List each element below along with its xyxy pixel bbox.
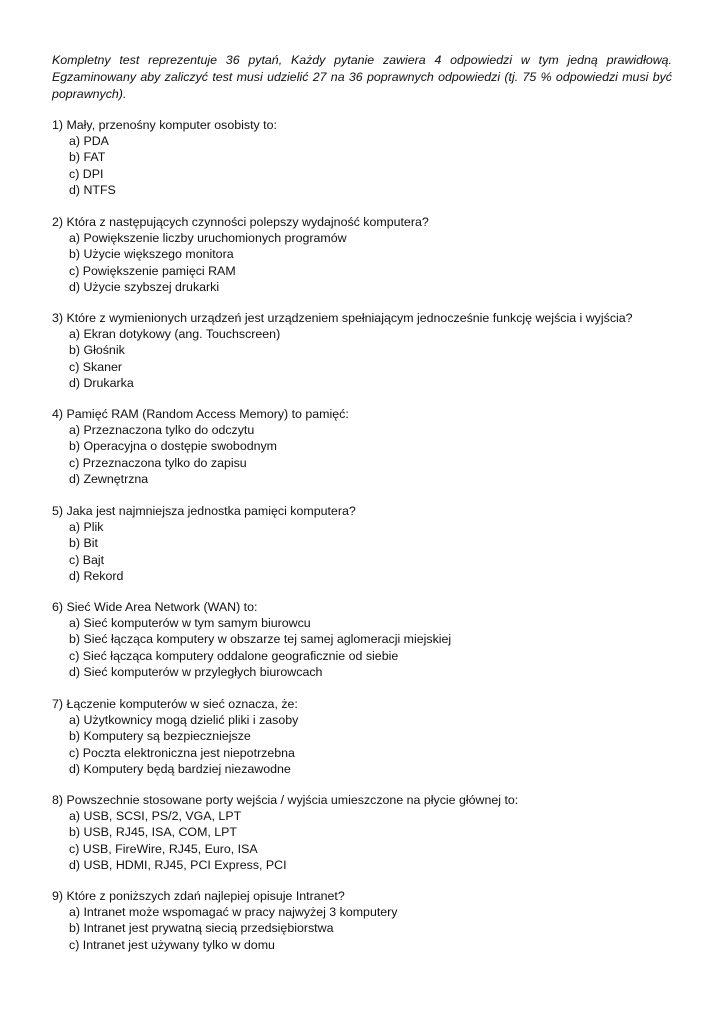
answer-option: d) Użycie szybszej drukarki xyxy=(69,279,220,294)
answer-option: d) Drukarka xyxy=(69,375,134,390)
answer-option: d) Rekord xyxy=(69,568,124,583)
answer-option: c) Bajt xyxy=(69,552,105,567)
question-text: 8) Powszechnie stosowane porty wejścia / wyjścia umieszczone na płycie głównej to: xyxy=(52,793,519,807)
question-text: 3) Które z wymienionych urządzeń jest urządzeniem spełniającym jednocześnie funkcję wejścia i wyjścia? xyxy=(52,311,633,325)
answer-list xyxy=(52,133,692,198)
answer-option: d) Sieć komputerów w przyległych biurowcach xyxy=(69,664,323,679)
question-text: 1) Mały, przenośny komputer osobisty to: xyxy=(52,118,277,132)
answer-option: c) Przeznaczona tylko do zapisu xyxy=(69,455,247,470)
answer-option: d) NTFS xyxy=(69,182,116,197)
question-7 xyxy=(52,696,692,777)
answer-option: a) Powiększenie liczby uruchomionych programów xyxy=(69,231,347,246)
question-8 xyxy=(52,792,692,873)
answer-option: a) Przeznaczona tylko do odczytu xyxy=(69,423,255,438)
answer-list xyxy=(52,615,692,680)
question-2 xyxy=(52,214,692,295)
answer-list xyxy=(52,904,692,953)
answer-option: b) Operacyjna o dostępie swobodnym xyxy=(69,439,278,454)
answer-option: b) Sieć łącząca komputery w obszarze tej samej aglomeracji miejskiej xyxy=(69,632,452,647)
question-text: 9) Które z poniższych zdań najlepiej opisuje Intranet? xyxy=(52,889,345,903)
question-3 xyxy=(52,310,692,391)
question-4 xyxy=(52,406,692,487)
answer-option: d) Zewnętrzna xyxy=(69,471,149,486)
question-text: 2) Która z następujących czynności polepszy wydajność komputera? xyxy=(52,215,429,229)
question-text: 6) Sieć Wide Area Network (WAN) to: xyxy=(52,600,258,614)
answer-option: a) PDA xyxy=(69,134,109,149)
answer-option: c) Sieć łącząca komputery oddalone geograficznie od siebie xyxy=(69,648,399,663)
question-text: 7) Łączenie komputerów w sieć oznacza, że: xyxy=(52,697,298,711)
question-6 xyxy=(52,599,692,680)
answer-option: b) Komputery są bezpieczniejsze xyxy=(69,729,251,744)
answer-option: c) DPI xyxy=(69,166,104,181)
answer-list xyxy=(52,230,692,295)
answer-option: a) Plik xyxy=(69,520,104,535)
answer-option: c) Intranet jest używany tylko w domu xyxy=(69,937,275,952)
answer-option: b) Użycie większego monitora xyxy=(69,247,234,262)
question-9 xyxy=(52,888,692,953)
question-1 xyxy=(52,117,692,198)
question-text: 4) Pamięć RAM (Random Access Memory) to pamięć: xyxy=(52,407,349,421)
answer-option: a) Ekran dotykowy (ang. Touchscreen) xyxy=(69,327,281,342)
answer-option: c) Skaner xyxy=(69,359,123,374)
answer-option: b) Intranet jest prywatną siecią przedsiębiorstwa xyxy=(69,921,334,936)
answer-list xyxy=(52,326,692,391)
answer-option: d) Komputery będą bardziej niezawodne xyxy=(69,761,291,776)
answer-option: a) Sieć komputerów w tym samym biurowcu xyxy=(69,616,311,631)
answer-option: a) Użytkownicy mogą dzielić pliki i zasoby xyxy=(69,713,299,728)
answer-option: d) USB, HDMI, RJ45, PCI Express, PCI xyxy=(69,857,287,872)
answer-list xyxy=(52,712,692,777)
answer-option: a) USB, SCSI, PS/2, VGA, LPT xyxy=(69,809,242,824)
answer-list xyxy=(52,808,692,873)
answer-list xyxy=(52,519,692,584)
answer-option: b) Głośnik xyxy=(69,343,125,358)
answer-option: c) Powiększenie pamięci RAM xyxy=(69,263,236,278)
answer-option: a) Intranet może wspomagać w pracy najwyżej 3 komputery xyxy=(69,905,398,920)
answer-list xyxy=(52,422,692,487)
answer-option: c) USB, FireWire, RJ45, Euro, ISA xyxy=(69,841,258,856)
question-text: 5) Jaka jest najmniejsza jednostka pamięci komputera? xyxy=(52,504,356,518)
question-5 xyxy=(52,503,692,584)
answer-option: c) Poczta elektroniczna jest niepotrzebna xyxy=(69,745,295,760)
answer-option: b) Bit xyxy=(69,536,98,551)
test-instructions: Kompletny test reprezentuje 36 pytań, Każdy pytanie zawiera 4 odpowiedzi w tym jedną prawidłową. Egzaminowany aby zaliczyć test musi udzielić 27 na 36 poprawnych odpowiedzi (tj. 75 % odpowiedzi musi być poprawnych). xyxy=(52,53,672,101)
answer-option: b) USB, RJ45, ISA, COM, LPT xyxy=(69,825,238,840)
answer-option: b) FAT xyxy=(69,150,106,165)
